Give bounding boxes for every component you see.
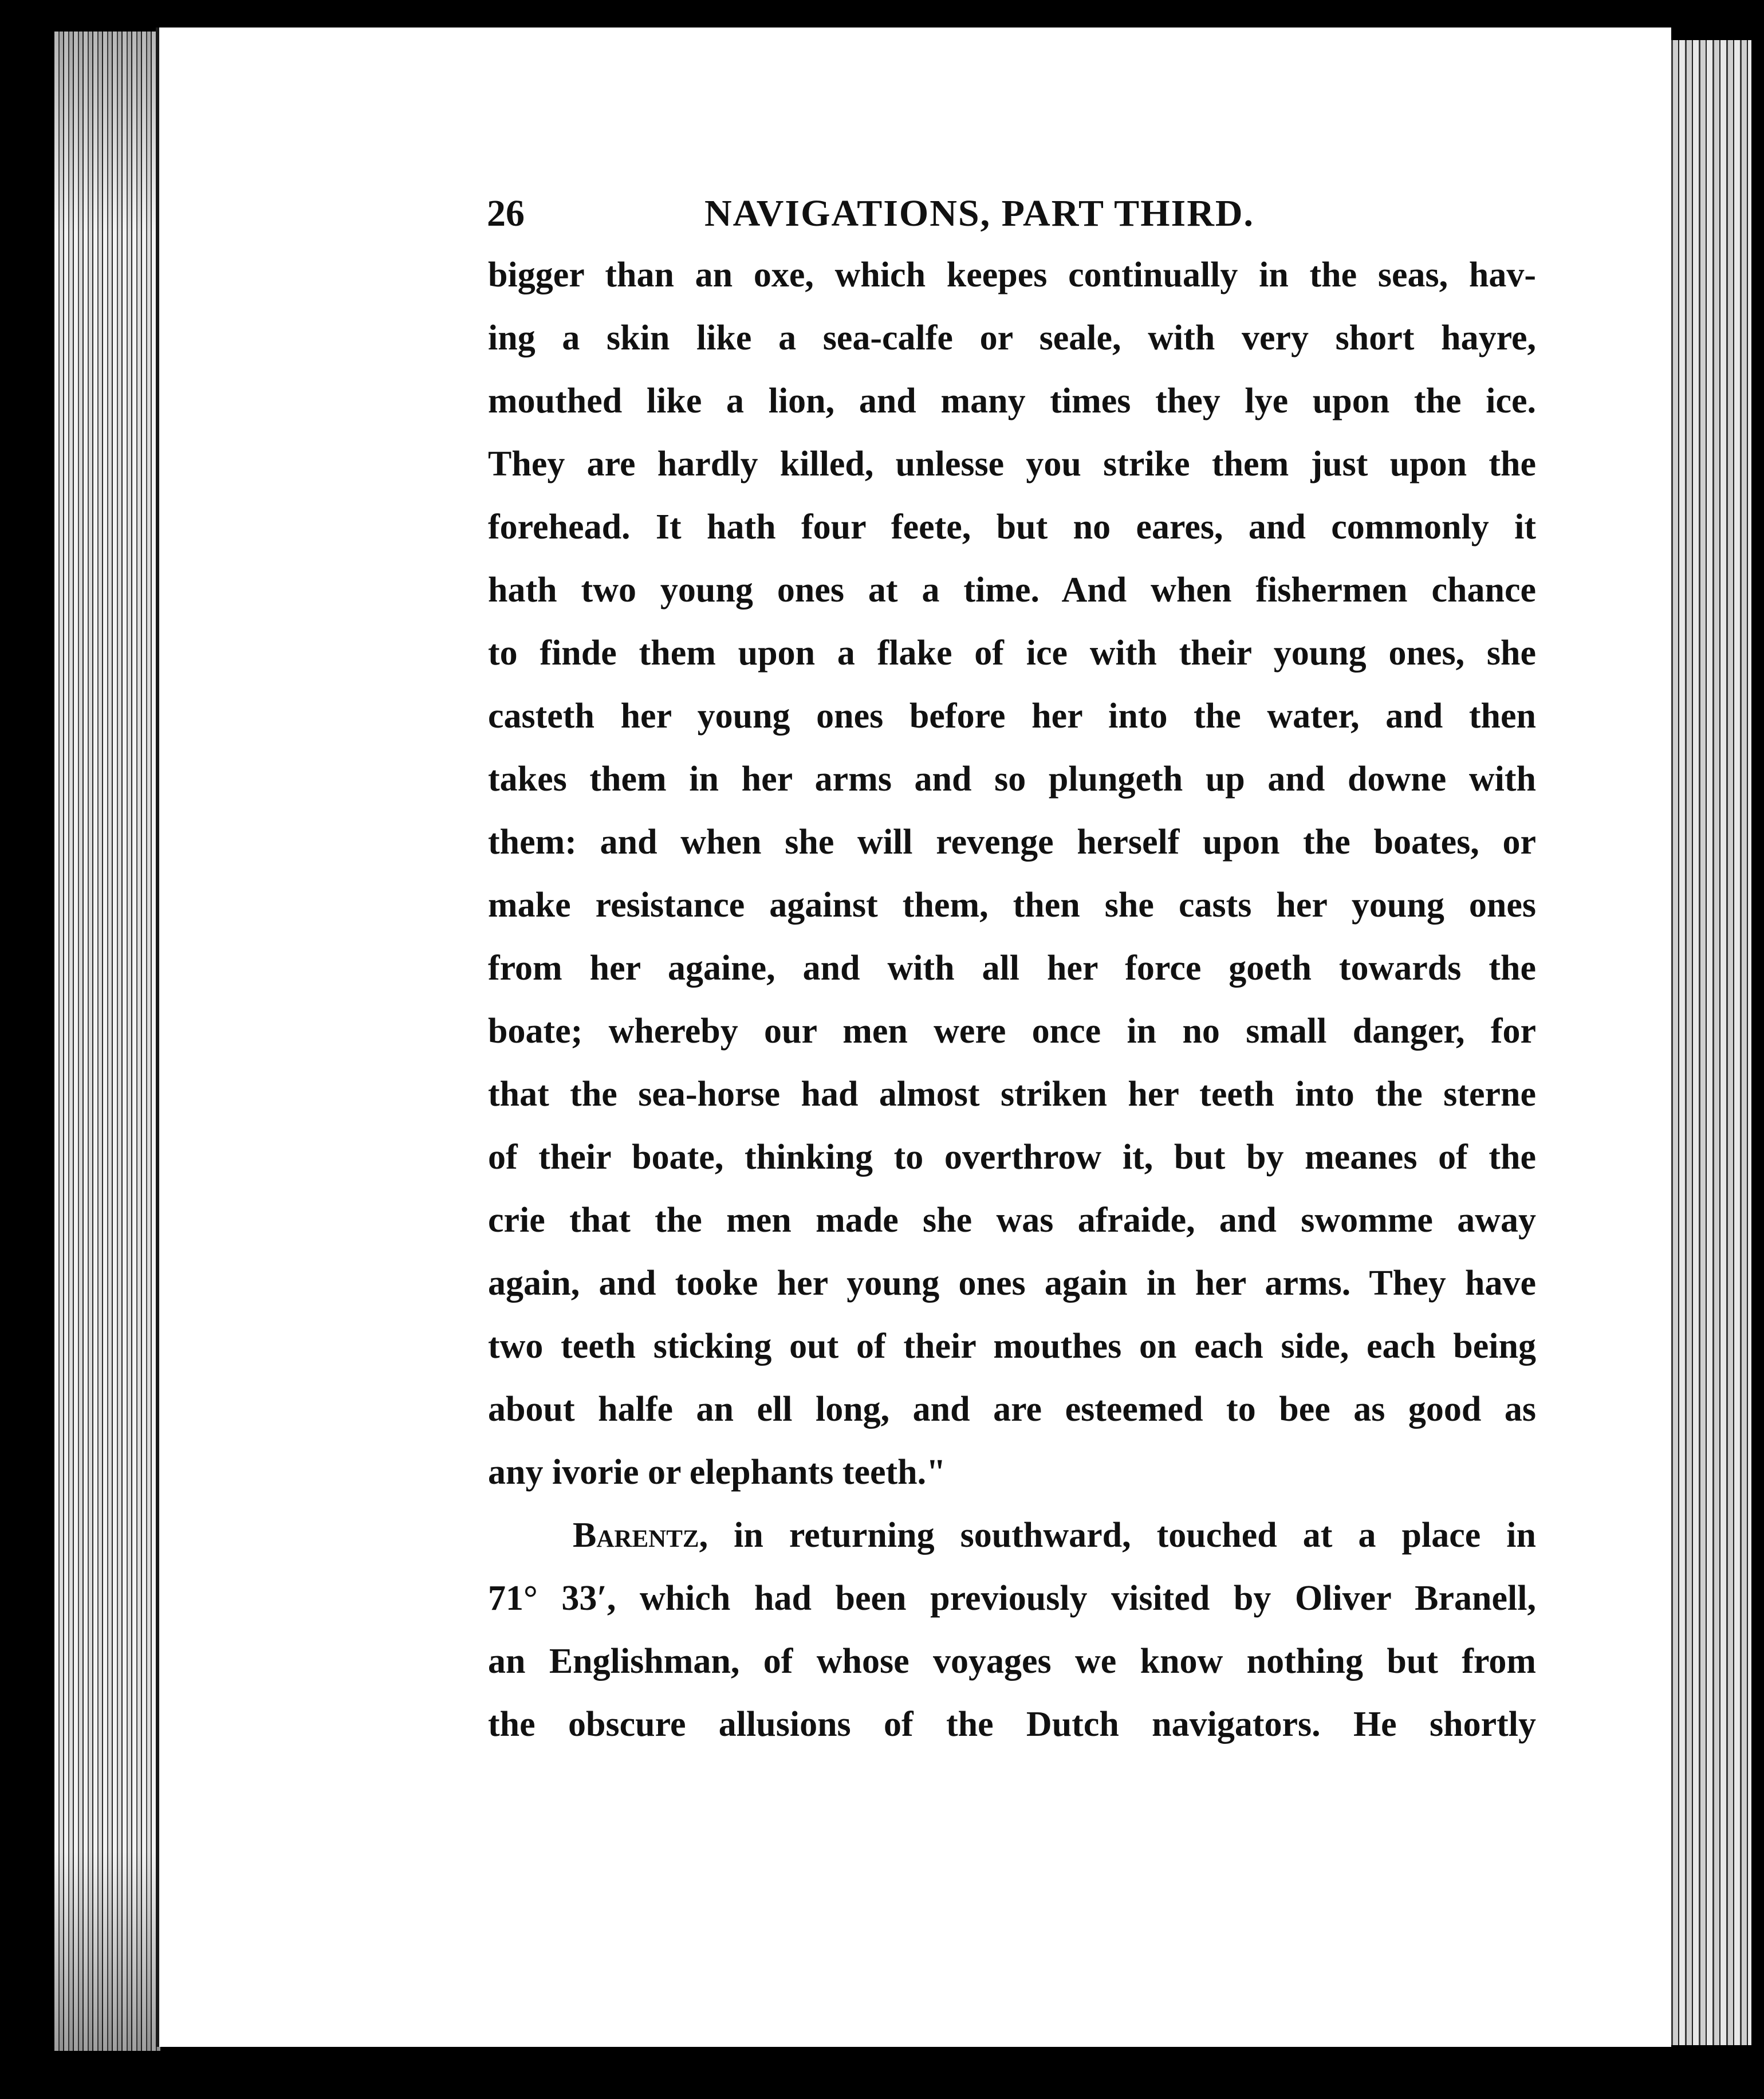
- text-line: takes them in her arms and so plungeth up and downe with: [488, 760, 1536, 799]
- line-rest: , in returning southward, touched at a place in: [699, 1516, 1536, 1555]
- text-line: make resistance against them, then she casts her young ones: [488, 886, 1536, 925]
- page-edges-right: [1665, 40, 1751, 2045]
- text-line: them: and when she will revenge herself upon the boates, or: [488, 823, 1536, 862]
- text-line: They are hardly killed, unlesse you strike them just upon the: [488, 445, 1536, 484]
- lead-name: Barentz: [573, 1516, 699, 1555]
- text-line: ing a skin like a sea-calfe or seale, with very short hayre,: [488, 319, 1536, 357]
- text-line: mouthed like a lion, and many times they lye upon the ice.: [488, 382, 1536, 420]
- text-line: boate; whereby our men were once in no small danger, for: [488, 1012, 1536, 1051]
- text-line: of their boate, thinking to overthrow it, but by meanes of the: [488, 1138, 1536, 1177]
- text-line: again, and tooke her young ones again in her arms. They have: [488, 1264, 1536, 1303]
- page-edges-shadow: [54, 32, 160, 2051]
- text-line: to finde them upon a flake of ice with their young ones, she: [488, 634, 1536, 673]
- text-line: [488, 1504, 1536, 1567]
- text-line: bigger than an oxe, which keepes continually in the seas, hav-: [488, 256, 1536, 294]
- page-number: 26: [487, 192, 525, 234]
- running-title: NAVIGATIONS, PART THIRD.: [704, 192, 1255, 234]
- text-line: two teeth sticking out of their mouthes on each side, each being: [488, 1327, 1536, 1366]
- running-head: [487, 182, 1472, 245]
- text-line: crie that the men made she was afraide, and swomme away: [488, 1201, 1536, 1240]
- text-line: the obscure allusions of the Dutch navigators. He shortly: [488, 1705, 1536, 1744]
- text-line: 71° 33′, which had been previously visited by Oliver Branell,: [488, 1579, 1536, 1618]
- paragraph-1: [488, 243, 1536, 1504]
- text-line: about halfe an ell long, and are esteemed to bee as good as: [488, 1390, 1536, 1429]
- text-line: forehead. It hath four feete, but no eares, and commonly it: [488, 508, 1536, 547]
- text-line: an Englishman, of whose voyages we know nothing but from: [488, 1642, 1536, 1681]
- text-line: that the sea-horse had almost striken her teeth into the sterne: [488, 1075, 1536, 1114]
- body-text: [488, 243, 1536, 1756]
- text-line: casteth her young ones before her into the water, and then: [488, 697, 1536, 736]
- text-line: any ivorie or elephants teeth.": [488, 1453, 946, 1492]
- paragraph-2: [488, 1504, 1536, 1756]
- text-line: hath two young ones at a time. And when fishermen chance: [488, 571, 1536, 610]
- text-line: from her againe, and with all her force goeth towards the: [488, 949, 1536, 988]
